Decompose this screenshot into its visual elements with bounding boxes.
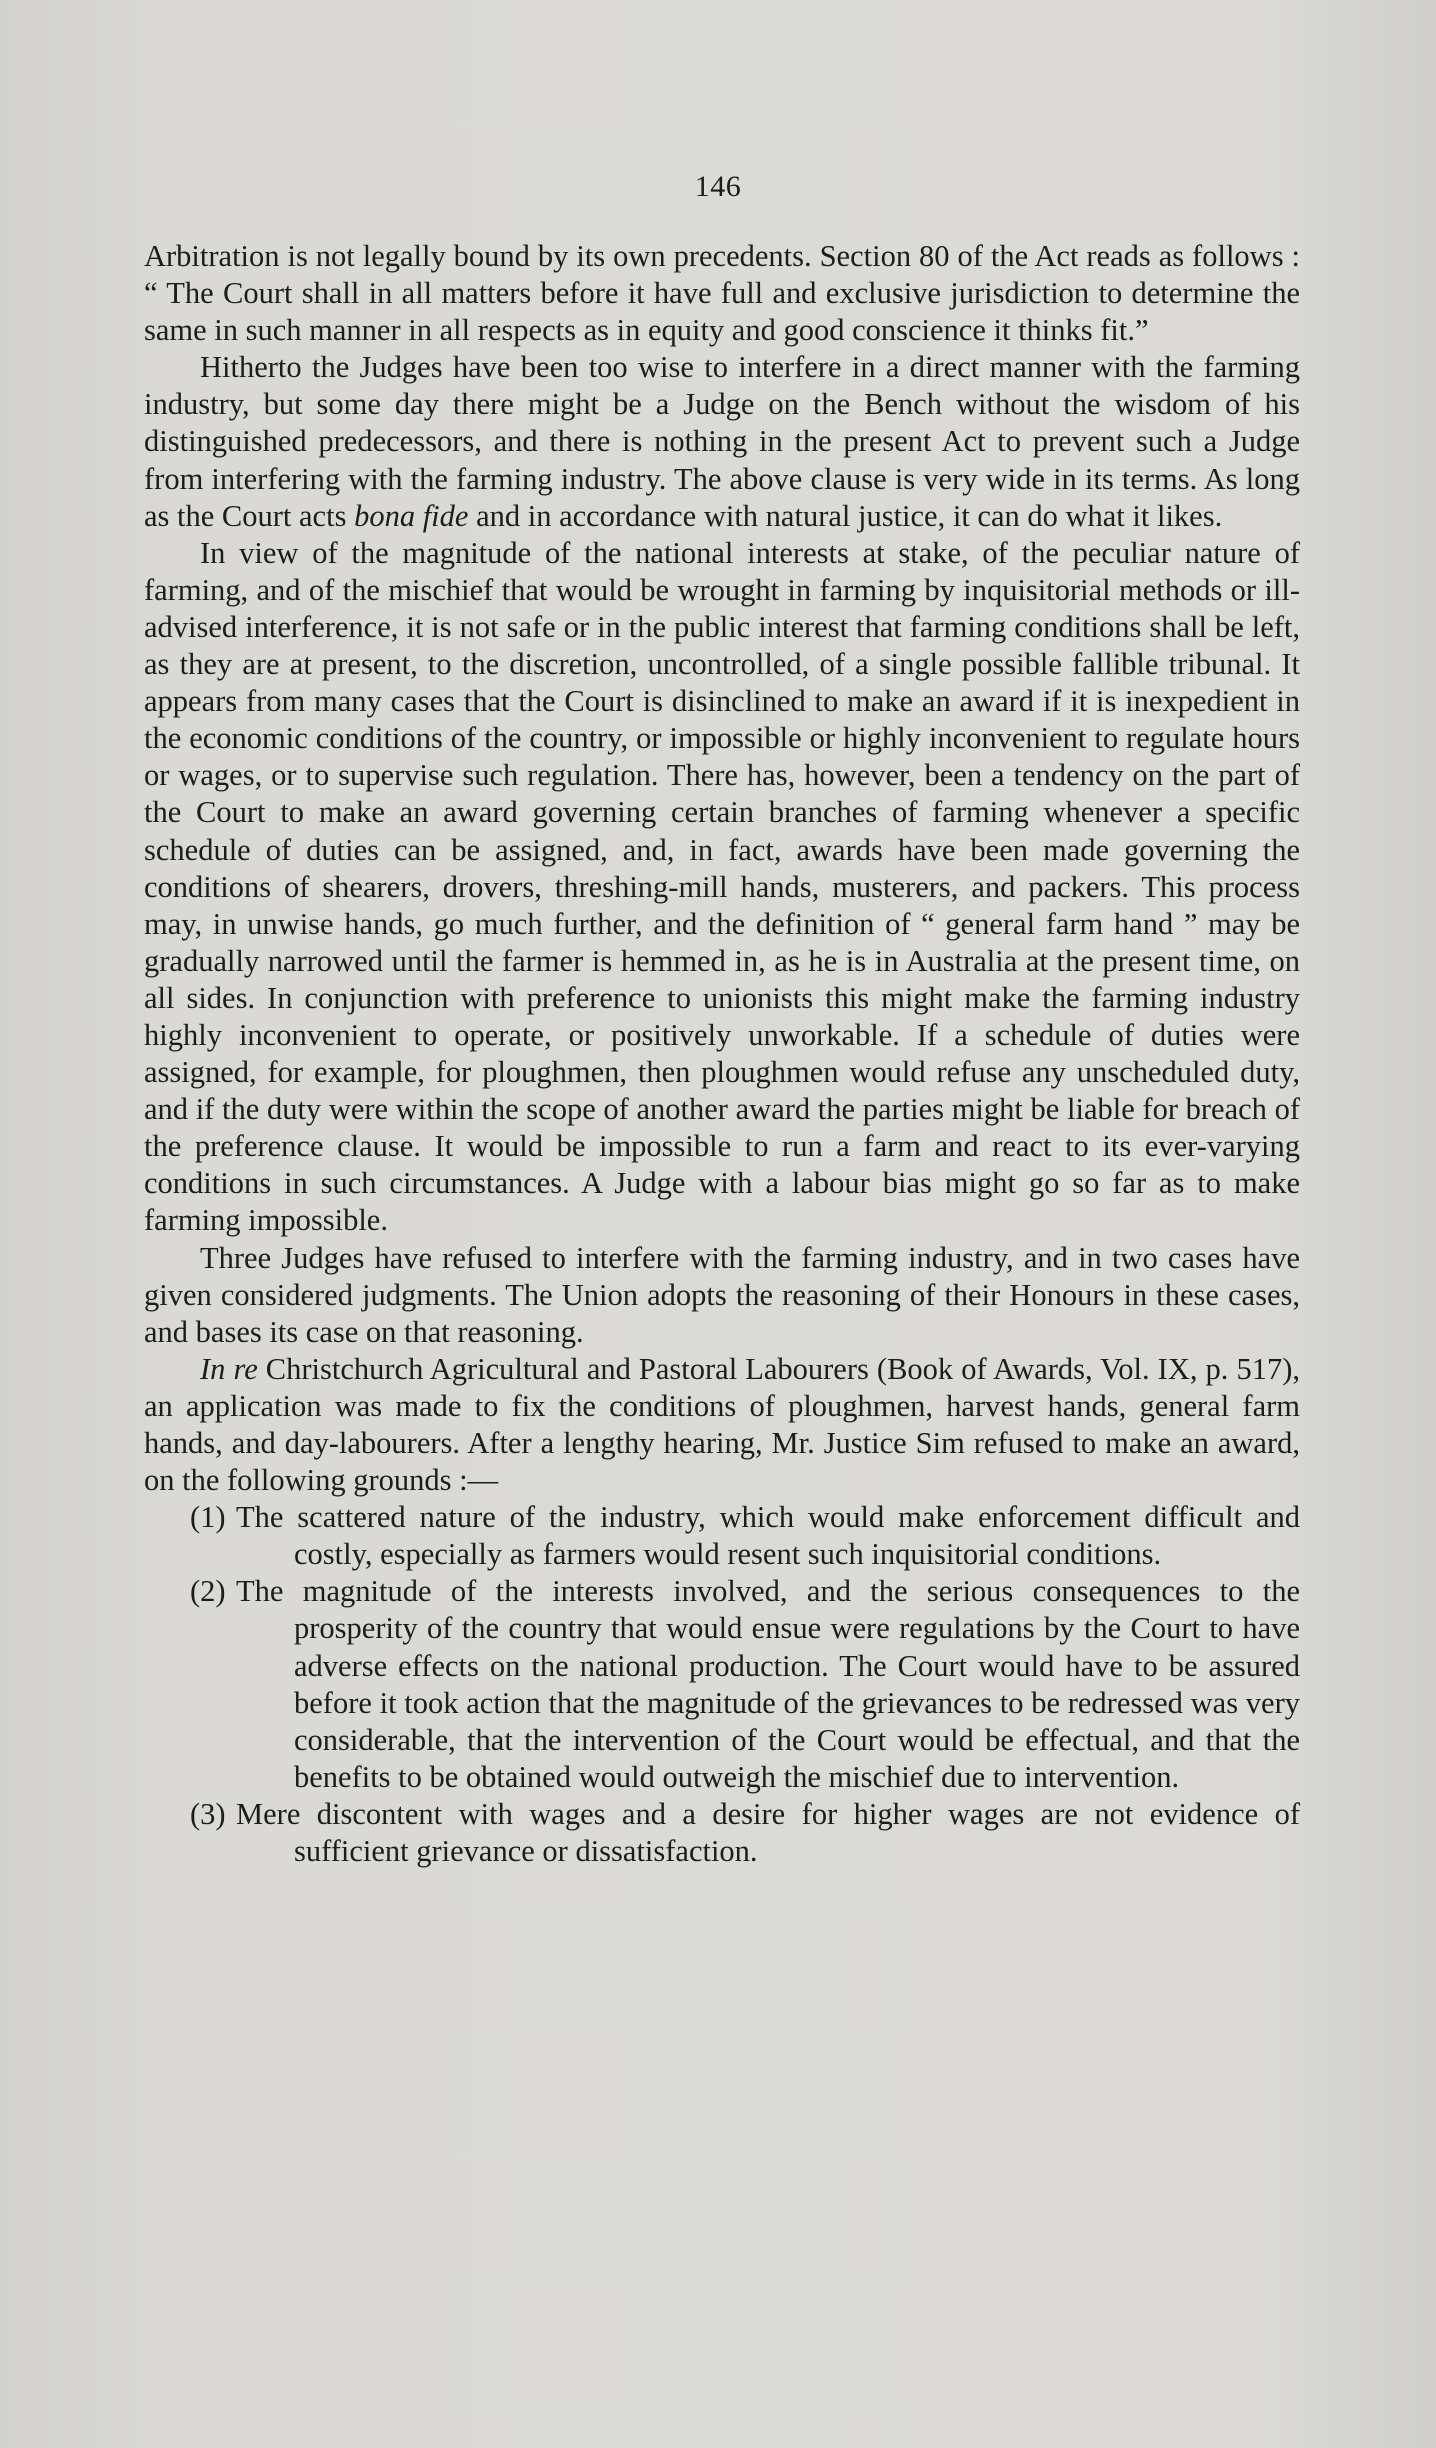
list-item	[144, 1796, 1300, 1870]
list-marker: (1)	[190, 1500, 226, 1535]
paragraph-2-text-end: and in accordance with natural justice, it can do what it likes.	[468, 498, 1223, 533]
list-marker: (2)	[190, 1574, 226, 1609]
document-body	[144, 238, 1300, 1870]
paragraph-2-text-start: Hitherto the Judges have been too wise to interfere in a direct manner with the farming industry, but some day there might be a Judge on the Bench without the wisdom of his distinguished predecessors, and there is nothing in the present Act to prevent such a Judge from interfering with the farming industry. The above clause is very wide in its terms. As long as the Court acts	[144, 350, 1300, 533]
list-item-text: Mere discontent with wages and a desire for higher wages are not evidence of sufficient grievance or dissatisfaction.	[236, 1796, 1300, 1869]
grounds-list	[144, 1499, 1300, 1870]
paragraph-5	[144, 1351, 1300, 1499]
list-item-text: The magnitude of the interests involved, and the serious consequences to the prosperity of the country that would ensue were regulations by the Court to have adverse effects on the national production. The Court would have to be assured before it took action that the magnitude of the grievances to be redressed was very considerable, that the intervention of the Court would be effectual, and that the benefits to be obtained would outweigh the mischief due to intervention.	[236, 1574, 1300, 1794]
paragraph-5-text: Christchurch Agricultural and Pastoral Labourers (Book of Awards, Vol. IX, p. 517), an application was made to fix the conditions of ploughmen, harvest hands, general farm hands, and day-labourers. After a lengthy hearing, Mr. Justice Sim refused to make an award, on the following grounds :—	[144, 1351, 1300, 1498]
list-item	[144, 1573, 1300, 1796]
page-number: 146	[694, 170, 742, 203]
list-marker: (3)	[190, 1796, 226, 1831]
paragraph-3: In view of the magnitude of the national interests at stake, of the peculiar nature of farming, and of the mischief that would be wrought in farming by inquisitorial methods or ill-advised interference, it is not safe or in the public interest that farming conditions shall be left, as they are at present, to the discretion, uncontrolled, of a single possible fallible tribunal. It appears from many cases that the Court is disinclined to make an award if it is inexpedient in the economic conditions of the country, or impossible or highly inconvenient to regulate hours or wages, or to supervise such regulation. There has, however, been a tendency on the part of the Court to make an award governing certain branches of farming whenever a specific schedule of duties can be assigned, and, in fact, awards have been made governing the conditions of shearers, drovers, threshing-mill hands, musterers, and packers. This process may, in unwise hands, go much further, and the definition of “ general farm hand ” may be gradually narrowed until the farmer is hemmed in, as he is in Australia at the present time, on all sides. In conjunction with preference to unionists this might make the farming industry highly inconvenient to operate, or positively unworkable. If a schedule of duties were assigned, for example, for ploughmen, then ploughmen would refuse any unscheduled duty, and if the duty were within the scope of another award the parties might be liable for breach of the preference clause. It would be impossible to run a farm and react to its ever-varying conditions in such circumstances. A Judge with a labour bias might go so far as to make farming impossible.	[144, 535, 1300, 1238]
paragraph-1: Arbitration is not legally bound by its own precedents. Section 80 of the Act reads as follows : “ The Court shall in all matters before it have full and exclusive jurisdiction to determine the same in such manner in all respects as in equity and good conscience it thinks fit.”	[144, 239, 1300, 348]
paragraph-5-italic-lead: In re	[200, 1351, 258, 1386]
paragraph-2	[144, 349, 1300, 534]
paragraph-4: Three Judges have refused to interfere with the farming industry, and in two cases have given considered judgments. The Union adopts the reasoning of their Honours in these cases, and bases its case on that reasoning.	[144, 1240, 1300, 1349]
list-item-text: The scattered nature of the industry, which would make enforcement difficult and costly, especially as farmers would resent such inquisitorial conditions.	[236, 1500, 1300, 1572]
list-item	[144, 1499, 1300, 1573]
paragraph-2-italic-phrase: bona fide	[354, 498, 469, 533]
